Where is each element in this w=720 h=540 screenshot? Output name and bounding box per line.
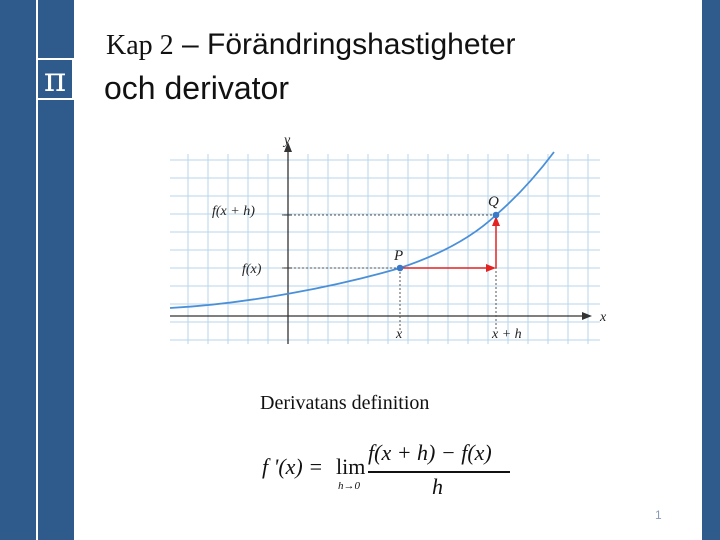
- label-f-x: f(x): [242, 262, 262, 277]
- y-axis-label: y: [284, 133, 291, 148]
- formula-fraction-bar: [368, 471, 510, 473]
- point-p-label: P: [394, 248, 404, 264]
- delta-x-arrow-head-icon: [486, 264, 496, 272]
- point-q: [493, 212, 500, 219]
- x-axis-arrow-icon: [582, 312, 592, 320]
- formula-numerator: f(x + h) − f(x): [368, 440, 492, 465]
- right-decor-band: [702, 0, 720, 540]
- label-f-x-plus-h: f(x + h): [212, 204, 255, 219]
- formula-lim-subscript: h→0: [338, 480, 360, 492]
- tick-label-x-plus-h: x + h: [492, 327, 522, 342]
- formula-denominator: h: [432, 474, 443, 499]
- x-axis-label: x: [600, 310, 607, 325]
- derivative-diagram: [158, 126, 620, 348]
- pi-logo-icon: π: [36, 58, 74, 100]
- left-decor-band: [0, 0, 36, 540]
- tick-label-x: x: [396, 327, 403, 342]
- title-prefix: Kap 2: [106, 30, 174, 61]
- page-number: 1: [655, 508, 662, 522]
- point-q-label: Q: [488, 194, 499, 210]
- point-p: [397, 265, 404, 272]
- slide-title-line1: [106, 28, 516, 62]
- derivative-formula: [262, 440, 522, 500]
- formula-lim: lim: [336, 454, 366, 479]
- definition-label: Derivatans definition: [260, 392, 430, 414]
- title-text-line1: – Förändringshastigheter: [182, 28, 516, 61]
- formula-lhs: f '(x) =: [262, 454, 324, 479]
- slide-title-line2: och derivator: [104, 70, 289, 106]
